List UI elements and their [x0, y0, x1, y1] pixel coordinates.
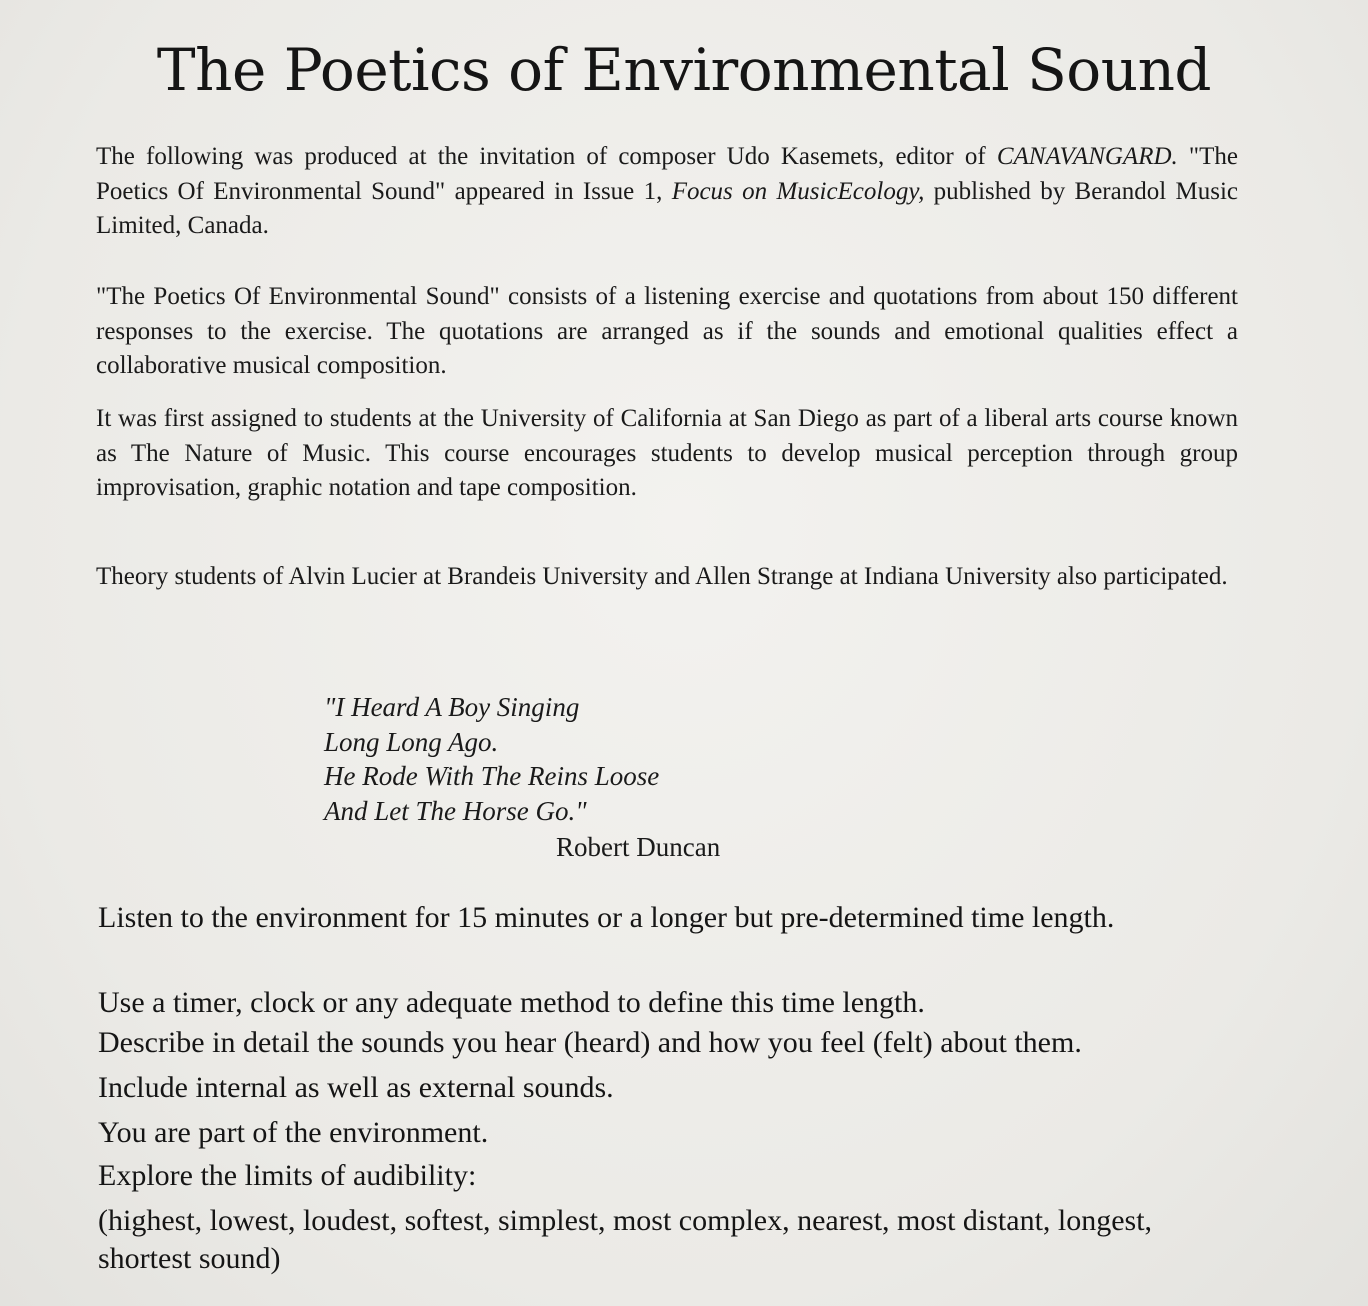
intro-text: The following was produced at the invitation of composer Udo Kasemets, editor of	[96, 143, 997, 170]
intro-paragraph-4: Theory students of Alvin Lucier at Brandeis University and Allen Strange at Indiana University also participated.	[96, 563, 1228, 590]
intro-paragraph-3: It was first assigned to students at the University of California at San Diego as part of a liberal arts course known as The Nature of Music. This course encourages students to develop musical perception through group improvisation, graphic notation and tape composition.	[96, 405, 1238, 501]
instruction-line: You are part of the environment.	[98, 1116, 489, 1149]
instruction-line: Include internal as well as external sounds.	[98, 1071, 614, 1104]
epigraph-line: Long Long Ago.	[324, 726, 499, 757]
epigraph-line: And Let The Horse Go."	[324, 795, 587, 826]
epigraph-line: "I Heard A Boy Singing	[324, 692, 580, 722]
instruction-line: Listen to the environment for 15 minutes or a longer but pre-determined time length.	[98, 901, 1115, 934]
instruction-line: (highest, lowest, loudest, softest, simplest, most complex, nearest, most distant, longest, shortest sound)	[98, 1204, 1153, 1275]
intro-text: "The Poetics Of Environmental Sound" appeared in Issue 1,	[96, 143, 1238, 205]
publication-name: CANAVANGARD.	[996, 143, 1178, 170]
page-title: The Poetics of Environmental Sound	[156, 36, 1212, 104]
epigraph-poem	[324, 690, 659, 828]
instruction-line: Describe in detail the sounds you hear (heard) and how you feel (felt) about them.	[98, 1026, 1082, 1059]
intro-text: published by Berandol Music Limited, Canada.	[96, 177, 1238, 239]
instruction-line: Explore the limits of audibility:	[98, 1159, 477, 1192]
issue-title: Focus on MusicEcology,	[671, 177, 925, 205]
instruction-line: Use a timer, clock or any adequate method to define this time length.	[98, 986, 925, 1019]
epigraph-author: Robert Duncan	[556, 832, 721, 862]
intro-paragraph-2: "The Poetics Of Environmental Sound" consists of a listening exercise and quotations from about 150 different responses to the exercise. The quotations are arranged as if the sounds and emotional qualities effect a collaborative musical composition.	[96, 283, 1238, 379]
intro-paragraph-1	[96, 140, 1238, 244]
epigraph-line: He Rode With The Reins Loose	[324, 761, 660, 791]
